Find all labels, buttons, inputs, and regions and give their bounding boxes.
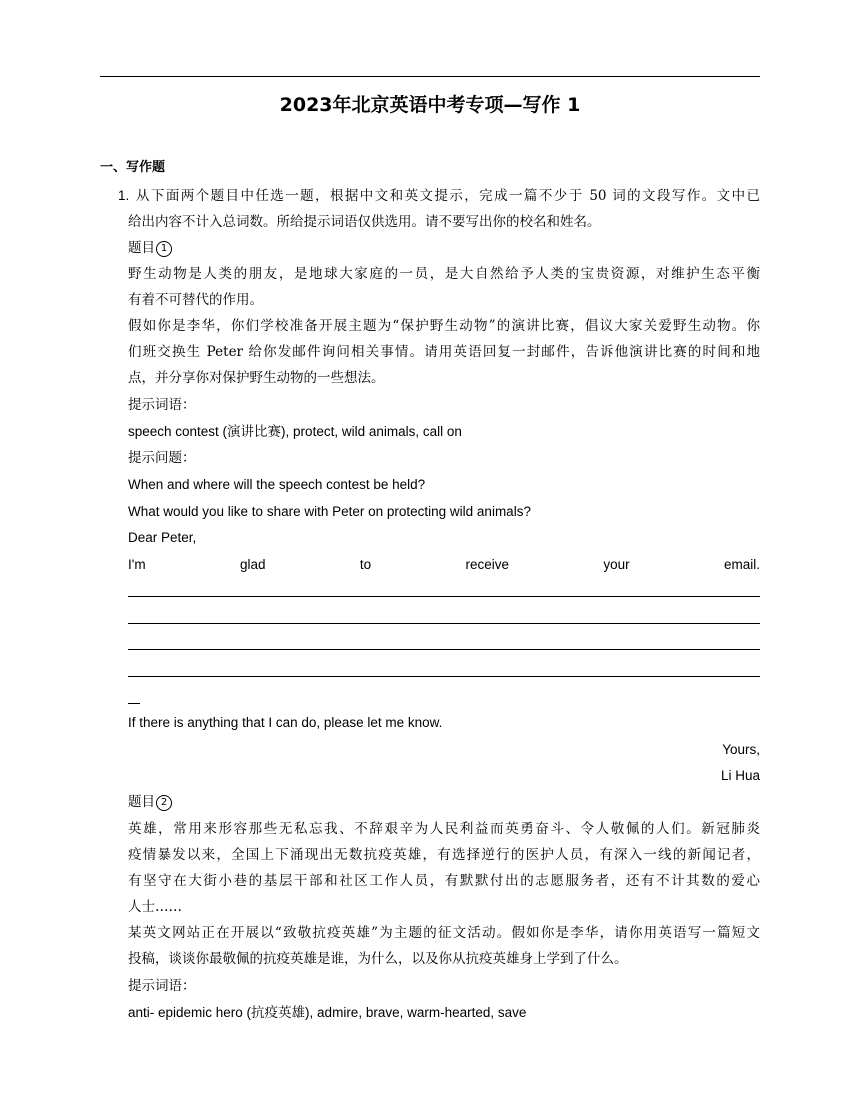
word: receive: [465, 557, 509, 572]
header-rule: [100, 76, 760, 77]
hint-words-label: 提示词语：: [128, 397, 196, 413]
instruction-line: 从下面两个题目中任选一题，根据中文和英文提示，完成一篇不少于 50 词的文段写作。文中已: [136, 188, 760, 204]
topic-label: 题目: [128, 794, 155, 810]
paragraph-line: 假如你是李华，你们学校准备开展主题为“保护野生动物”的演讲比赛，倡议大家关爱野生动物。你: [128, 318, 760, 334]
word: email.: [723, 557, 760, 572]
paragraph-line: 有着不可替代的作用。: [128, 292, 263, 308]
hint-words: speech contest (演讲比赛), protect, wild animals, call on: [128, 424, 462, 439]
hint-question: When and where will the speech contest be held?: [128, 477, 426, 492]
question-number: 1.: [118, 188, 130, 203]
word: your: [603, 557, 630, 572]
hint-questions-label: 提示问题：: [128, 450, 196, 466]
circled-number: 2: [156, 795, 172, 811]
topic-label: 题目: [128, 240, 155, 256]
answer-blank-line[interactable]: [128, 623, 760, 624]
paragraph-line: 英雄，常用来形容那些无私忘我、不辞艰辛为人民利益而英勇奋斗、令人敬佩的人们。新冠肺炎: [128, 821, 760, 837]
word: to: [359, 557, 372, 572]
answer-blank-line[interactable]: [128, 703, 140, 704]
answer-blank-line[interactable]: [128, 649, 760, 650]
letter-closing-line: If there is anything that I can do, please let me know.: [128, 715, 443, 730]
circled-number: 1: [156, 241, 172, 257]
paragraph-line: 们班交换生 Peter 给你发邮件询问相关事情。请用英语回复一封邮件，告诉他演讲比赛的时间和地: [128, 344, 760, 360]
topic-2-heading: [128, 793, 760, 811]
paragraph-line: 投稿，谈谈你最敬佩的抗疫英雄是谁，为什么，以及你从抗疫英雄身上学到了什么。: [128, 951, 628, 967]
hint-words-label: 提示词语：: [128, 978, 196, 994]
letter-opening-line: [128, 556, 760, 574]
hint-words: anti- epidemic hero (抗疫英雄), admire, brave, warm-hearted, save: [128, 1005, 527, 1020]
word: glad: [239, 557, 266, 572]
paragraph-line: 野生动物是人类的朋友，是地球大家庭的一员，是大自然给予人类的宝贵资源，对维护生态平衡: [128, 266, 760, 282]
letter-salutation: Dear Peter,: [128, 530, 197, 545]
instruction-line: 给出内容不计入总词数。所给提示词语仅供选用。请不要写出你的校名和姓名。: [128, 214, 601, 230]
letter-signature: Li Hua: [720, 768, 760, 783]
hint-question: What would you like to share with Peter on protecting wild animals?: [128, 504, 531, 519]
answer-blank-line[interactable]: [128, 676, 760, 677]
paragraph-line: 有坚守在大街小巷的基层干部和社区工作人员，有默默付出的志愿服务者，还有不计其数的爱心: [128, 873, 760, 889]
answer-blank-line[interactable]: [128, 596, 760, 597]
page-title: 2023年北京英语中考专项—写作 1: [279, 94, 581, 116]
letter-sign-off: Yours,: [722, 742, 760, 757]
section-heading: 一、写作题: [100, 160, 166, 175]
word: I'm: [128, 557, 146, 572]
paragraph-line: 疫情暴发以来，全国上下涌现出无数抗疫英雄，有选择逆行的医护人员，有深入一线的新闻记者，: [128, 847, 760, 863]
topic-1-heading: [128, 239, 760, 257]
paragraph-line: 点，并分享你对保护野生动物的一些想法。: [128, 370, 385, 386]
paragraph-line: 人士……: [128, 899, 182, 915]
paragraph-line: 某英文网站正在开展以“致敬抗疫英雄”为主题的征文活动。假如你是李华，请你用英语写一篇短文: [128, 925, 760, 941]
